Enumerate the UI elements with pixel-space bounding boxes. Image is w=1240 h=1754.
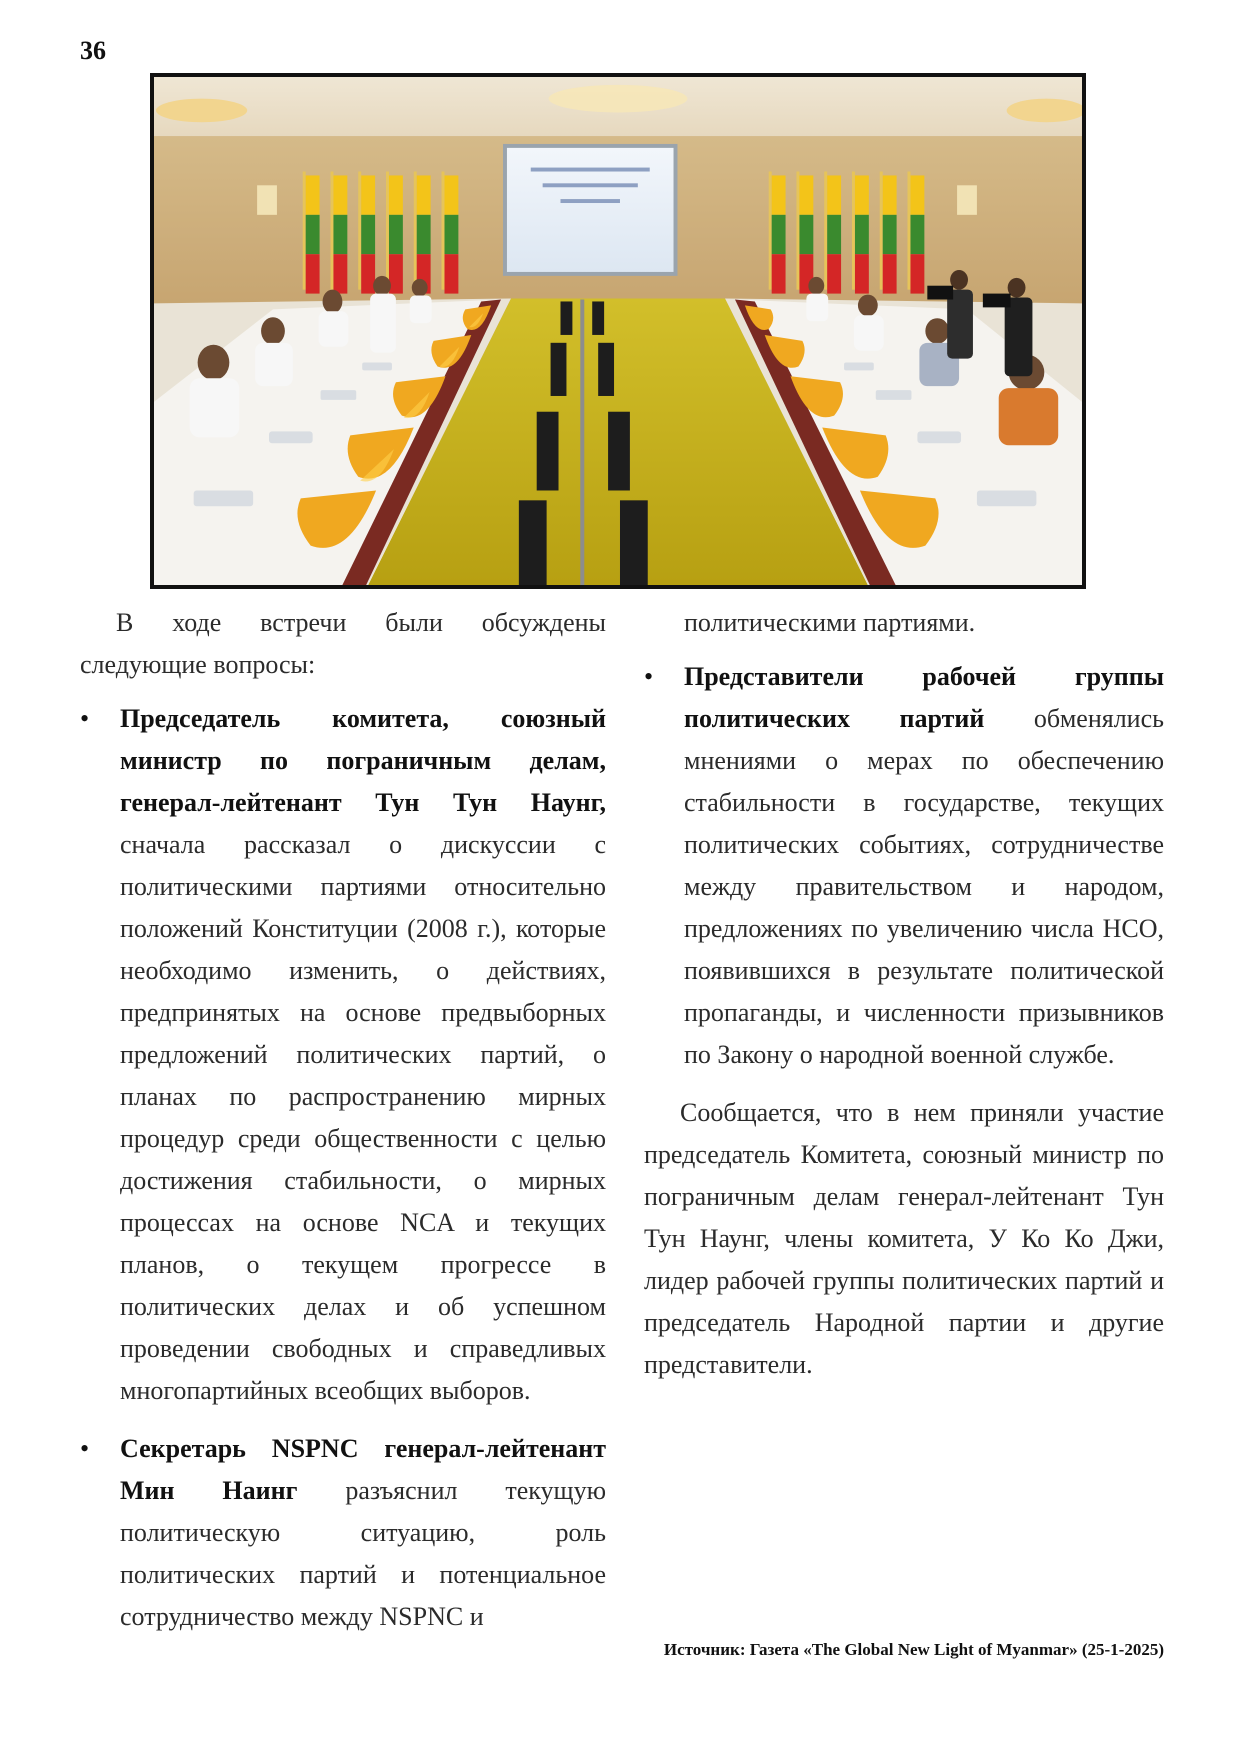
list-item — [644, 656, 1164, 1076]
right-column — [644, 602, 1164, 1386]
list-item — [80, 1428, 606, 1638]
continuation-paragraph: политическими партиями. — [684, 608, 976, 637]
meeting-room-illustration — [154, 77, 1082, 585]
bullet-lead: Представители рабочей группы политических партий — [684, 662, 1164, 733]
meeting-photo — [150, 73, 1086, 589]
left-column — [80, 602, 606, 1638]
closing-paragraph: Сообщается, что в нем приняли участие председатель Комитета, союзный министр по пограничным делам генерал-лейтенант Тун Тун Наунг, члены комитета, У Ко Ко Джи, лидер рабочей группы политических партий и председатель Народной партии и другие представители. — [644, 1098, 1164, 1379]
bullet-lead: Председатель комитета, союзный министр по пограничным делам, генерал-лейтенант Тун Тун Наунг, — [120, 704, 606, 817]
bullet-list-left — [80, 698, 606, 1638]
bullet-text: разъяснил текущую политическую ситуацию, роль политических партий и потенциальное сотрудничество между NSPNC и — [120, 1476, 606, 1631]
intro-paragraph: В ходе встречи были обсуждены следующие вопросы: — [80, 608, 606, 679]
page-number: 36 — [80, 36, 106, 65]
list-item — [80, 698, 606, 1412]
bullet-text: сначала рассказал о дискуссии с политическими партиями относительно положений Конституции (2008 г.), которые необходимо изменить, о действиях, предпринятых на основе предвыборных предложений политических партий, о планах по распространению мирных процедур среди общественности с целью достижения стабильности, о мирных процессах на основе NCA и текущих планов, о текущем прогрессе в политических делах и об успешном проведении свободных и справедливых многопартийных всеобщих выборов. — [120, 830, 606, 1405]
bullet-text: обменялись мнениями о мерах по обеспечению стабильности в государстве, текущих политических событиях, сотрудничестве между правительством и народом, предложениях по увеличению числа НСО, появившихся в результате политической пропаганды, и численности призывников по Закону о народной военной службе. — [684, 704, 1164, 1069]
bullet-list-right — [644, 656, 1164, 1076]
source-citation: Источник: Газета «The Global New Light of Myanmar» (25-1-2025) — [663, 1640, 1164, 1659]
bullet-lead: Секретарь NSPNC генерал-лейтенант Мин Наинг — [120, 1434, 606, 1505]
